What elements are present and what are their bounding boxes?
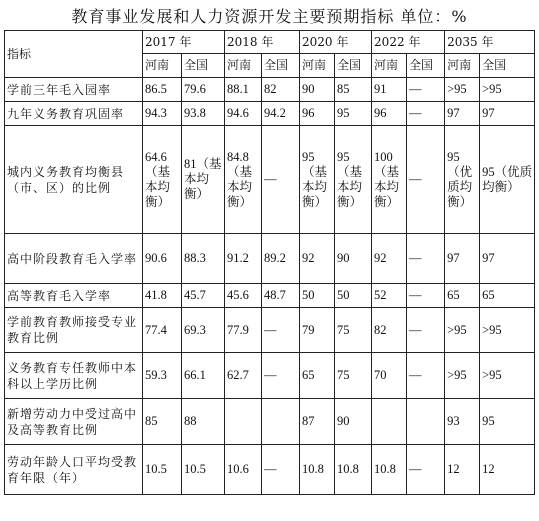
value-cell: 65 bbox=[300, 353, 335, 399]
region-header: 河南 bbox=[225, 54, 262, 78]
year-header: 2020 年 bbox=[300, 31, 372, 54]
value-cell: 86.5 bbox=[143, 78, 182, 102]
value-cell: 90 bbox=[335, 399, 372, 445]
value-cell: 94.2 bbox=[262, 102, 300, 126]
indicator-label: 高等教育毛入学率 bbox=[5, 284, 143, 308]
value-cell: 70 bbox=[372, 353, 407, 399]
value-cell: 89.2 bbox=[262, 234, 300, 284]
value-cell: 88 bbox=[182, 399, 225, 445]
table-row bbox=[5, 284, 535, 308]
indicator-label: 学前教育教师接受专业教育比例 bbox=[5, 308, 143, 353]
value-cell bbox=[372, 399, 407, 445]
indicator-label: 学前三年毛入园率 bbox=[5, 78, 143, 102]
indicator-header: 指标 bbox=[5, 31, 143, 78]
value-cell: 96 bbox=[300, 102, 335, 126]
value-cell bbox=[225, 399, 262, 445]
value-cell: 91 bbox=[372, 78, 407, 102]
value-cell: 79 bbox=[300, 308, 335, 353]
value-cell: 69.3 bbox=[182, 308, 225, 353]
value-cell: 95（基本均衡） bbox=[300, 126, 335, 234]
table-row bbox=[5, 78, 535, 102]
value-cell: 10.5 bbox=[143, 445, 182, 495]
value-cell: 97 bbox=[445, 102, 480, 126]
value-cell: — bbox=[262, 353, 300, 399]
region-header: 河南 bbox=[143, 54, 182, 78]
value-cell: 91.2 bbox=[225, 234, 262, 284]
region-header: 河南 bbox=[300, 54, 335, 78]
value-cell: 93 bbox=[445, 399, 480, 445]
table-row bbox=[5, 308, 535, 353]
value-cell: 10.8 bbox=[300, 445, 335, 495]
year-header: 2035 年 bbox=[445, 31, 535, 54]
value-cell: — bbox=[262, 308, 300, 353]
value-cell bbox=[407, 399, 445, 445]
value-cell: 59.3 bbox=[143, 353, 182, 399]
value-cell: 88.3 bbox=[182, 234, 225, 284]
value-cell: >95 bbox=[445, 308, 480, 353]
value-cell: 48.7 bbox=[262, 284, 300, 308]
region-header: 河南 bbox=[445, 54, 480, 78]
value-cell: >95 bbox=[480, 353, 535, 399]
value-cell: 95 bbox=[480, 399, 535, 445]
value-cell: 45.6 bbox=[225, 284, 262, 308]
value-cell: 50 bbox=[300, 284, 335, 308]
value-cell: 85 bbox=[143, 399, 182, 445]
indicator-label: 城内义务教育均衡县（市、区）的比例 bbox=[5, 126, 143, 234]
value-cell: 95（基本均衡） bbox=[335, 126, 372, 234]
region-header: 全国 bbox=[480, 54, 535, 78]
value-cell: 65 bbox=[480, 284, 535, 308]
table-row bbox=[5, 126, 535, 234]
value-cell: 90 bbox=[335, 234, 372, 284]
value-cell: — bbox=[407, 234, 445, 284]
indicator-label: 高中阶段教育毛入学率 bbox=[5, 234, 143, 284]
value-cell: 52 bbox=[372, 284, 407, 308]
value-cell: — bbox=[407, 308, 445, 353]
value-cell: 95 bbox=[335, 102, 372, 126]
value-cell: 97 bbox=[480, 234, 535, 284]
value-cell: 100（基本均衡） bbox=[372, 126, 407, 234]
value-cell: 10.6 bbox=[225, 445, 262, 495]
table-row bbox=[5, 399, 535, 445]
value-cell: 62.7 bbox=[225, 353, 262, 399]
region-header: 全国 bbox=[335, 54, 372, 78]
table-row bbox=[5, 234, 535, 284]
value-cell bbox=[262, 399, 300, 445]
value-cell: — bbox=[407, 284, 445, 308]
value-cell: 93.8 bbox=[182, 102, 225, 126]
value-cell: — bbox=[262, 126, 300, 234]
region-header: 全国 bbox=[262, 54, 300, 78]
value-cell: 97 bbox=[480, 102, 535, 126]
value-cell: 90.6 bbox=[143, 234, 182, 284]
value-cell: 92 bbox=[372, 234, 407, 284]
value-cell: 85 bbox=[335, 78, 372, 102]
value-cell: 77.9 bbox=[225, 308, 262, 353]
value-cell: 12 bbox=[445, 445, 480, 495]
value-cell: 96 bbox=[372, 102, 407, 126]
value-cell: 10.8 bbox=[335, 445, 372, 495]
value-cell: — bbox=[407, 78, 445, 102]
indicator-label: 新增劳动力中受过高中及高等教育比例 bbox=[5, 399, 143, 445]
value-cell: 10.8 bbox=[372, 445, 407, 495]
value-cell: >95 bbox=[480, 308, 535, 353]
value-cell: — bbox=[407, 126, 445, 234]
value-cell: — bbox=[407, 102, 445, 126]
value-cell: 81（基本均衡） bbox=[182, 126, 225, 234]
region-header: 河南 bbox=[372, 54, 407, 78]
value-cell: 75 bbox=[335, 308, 372, 353]
value-cell: 94.3 bbox=[143, 102, 182, 126]
year-header: 2018 年 bbox=[225, 31, 300, 54]
indicator-label: 九年义务教育巩固率 bbox=[5, 102, 143, 126]
indicators-table bbox=[4, 30, 535, 495]
value-cell: >95 bbox=[480, 78, 535, 102]
indicator-label: 义务教育专任教师中本科以上学历比例 bbox=[5, 353, 143, 399]
region-header: 全国 bbox=[407, 54, 445, 78]
year-header: 2017 年 bbox=[143, 31, 225, 54]
value-cell: — bbox=[407, 445, 445, 495]
value-cell: 75 bbox=[335, 353, 372, 399]
value-cell: 87 bbox=[300, 399, 335, 445]
table-row bbox=[5, 445, 535, 495]
value-cell: — bbox=[407, 353, 445, 399]
value-cell: 82 bbox=[262, 78, 300, 102]
value-cell: >95 bbox=[445, 78, 480, 102]
value-cell: — bbox=[262, 445, 300, 495]
value-cell: 50 bbox=[335, 284, 372, 308]
value-cell: 92 bbox=[300, 234, 335, 284]
value-cell: 77.4 bbox=[143, 308, 182, 353]
value-cell: 41.8 bbox=[143, 284, 182, 308]
value-cell: >95 bbox=[445, 353, 480, 399]
value-cell: 94.6 bbox=[225, 102, 262, 126]
value-cell: 10.5 bbox=[182, 445, 225, 495]
value-cell: 84.8（基本均衡） bbox=[225, 126, 262, 234]
table-title: 教育事业发展和人力资源开发主要预期指标 单位：% bbox=[71, 7, 468, 26]
value-cell: 45.7 bbox=[182, 284, 225, 308]
value-cell: 88.1 bbox=[225, 78, 262, 102]
value-cell: 65 bbox=[445, 284, 480, 308]
indicator-label: 劳动年龄人口平均受教育年限（年） bbox=[5, 445, 143, 495]
value-cell: 90 bbox=[300, 78, 335, 102]
value-cell: 97 bbox=[445, 234, 480, 284]
value-cell: 95（优质均衡） bbox=[445, 126, 480, 234]
table-row bbox=[5, 102, 535, 126]
value-cell: 66.1 bbox=[182, 353, 225, 399]
table-row bbox=[5, 353, 535, 399]
value-cell: 64.6（基本均衡） bbox=[143, 126, 182, 234]
year-header: 2022 年 bbox=[372, 31, 445, 54]
value-cell: 82 bbox=[372, 308, 407, 353]
value-cell: 12 bbox=[480, 445, 535, 495]
region-header: 全国 bbox=[182, 54, 225, 78]
value-cell: 79.6 bbox=[182, 78, 225, 102]
value-cell: 95（优质均衡） bbox=[480, 126, 535, 234]
